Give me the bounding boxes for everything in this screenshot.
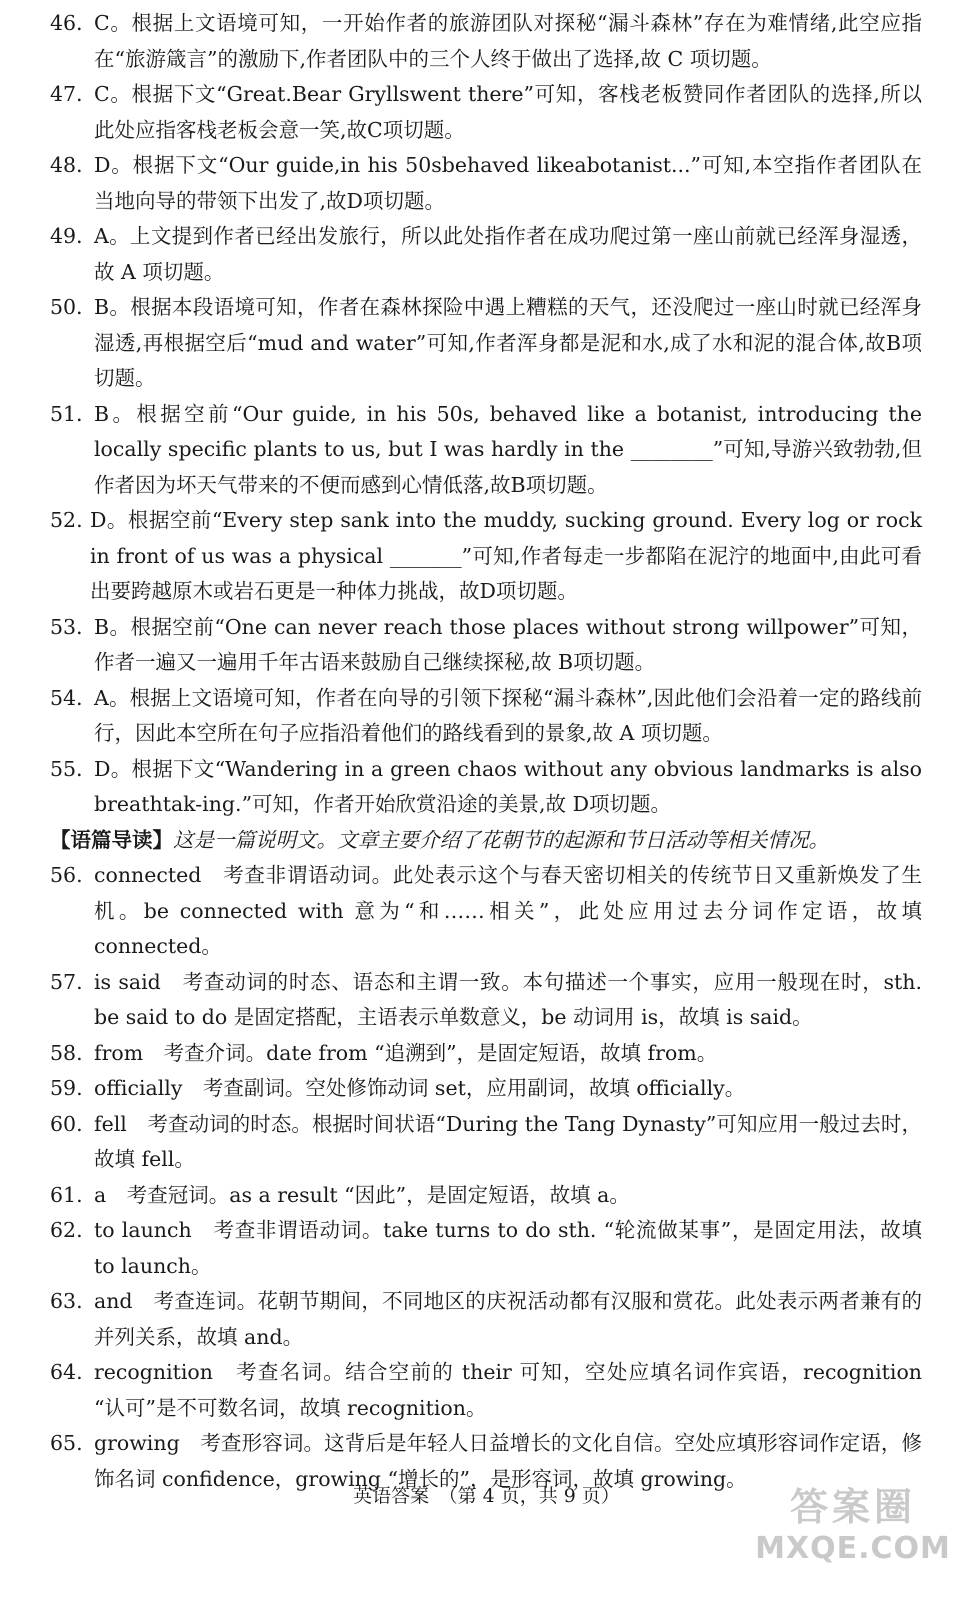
item-text: recognition 考查名词。结合空前的 their 可知，空处应填名词作宾语，recognition “认可”是不可数名词，故填 recognition。 [94, 1360, 922, 1420]
answer-item-48 [50, 148, 922, 219]
item-text: A。根据上文语境可知，作者在向导的引领下探秘“漏斗森林”,因此他们会沿着一定的路线前行，因此本空所在句子应指沿着他们的路线看到的景象,故 A 项切题。 [94, 685, 922, 745]
item-text: B。根据空前“Our guide, in his 50s, behaved like a botanist, introducing the locally specific plants to us, but I was hardly in the ________”可知,导游兴致勃勃,但作者因为坏天气带来的不便而感到心情低落,故B项切题。 [94, 401, 922, 497]
item-text: A。上文提到作者已经出发旅行，所以此处指作者在成功爬过第一座山前就已经浑身湿透，故 A 项切题。 [94, 224, 922, 284]
item-text: D。根据下文“Our guide,in his 50sbehaved likeabotanist...”可知,本空指作者团队在当地向导的带领下出发了,故D项切题。 [94, 153, 922, 213]
answer-item-47 [50, 77, 922, 148]
answer-item-49 [50, 219, 922, 290]
answer-item-56 [50, 858, 922, 965]
item-text: D。根据空前“Every step sank into the muddy, sucking ground. Every log or rock in front of us was a physical _______”可知,作者每走一步都陷在泥泞的地面中,由此可看出要跨越原木或岩石更是一种体力挑战，故D项切题。 [90, 508, 922, 603]
item-text: D。根据下文“Wandering in a green chaos without any obvious landmarks is also breathtak-ing.”可知，作者开始欣赏沿途的美景,故 D项切题。 [94, 756, 922, 816]
answer-item-60 [50, 1107, 922, 1178]
item-text: is said 考查动词的时态、语态和主谓一致。本句描述一个事实，应用一般现在时，sth. be said to do 是固定搭配，主语表示单数意义，be 动词用 is，故填 is said。 [94, 969, 922, 1029]
item-number: 50． [50, 295, 97, 319]
item-number: 64. [50, 1360, 83, 1384]
item-number: 46． [50, 11, 97, 35]
site-watermark [753, 1482, 953, 1582]
item-number: 58. [50, 1040, 83, 1065]
answer-item-64 [50, 1355, 922, 1426]
item-number: 63. [50, 1289, 83, 1313]
item-text: C。根据上文语境可知，一开始作者的旅游团队对探秘“漏斗森林”存在为难情绪,此空应指在“旅游箴言”的激励下,作者团队中的三个人终于做出了选择,故 C 项切题。 [94, 11, 922, 71]
item-number: 62. [50, 1218, 83, 1242]
item-number: 54． [50, 685, 97, 710]
item-number: 60. [50, 1111, 83, 1136]
item-number: 61. [50, 1182, 83, 1207]
item-number: 57. [50, 969, 83, 994]
passage-guide-text: 这是一篇说明文。文章主要介绍了花朝节的起源和节日活动等相关情况。 [173, 827, 829, 852]
item-text: from 考查介词。date from “追溯到”，是固定短语，故填 from。 [94, 1040, 718, 1065]
passage-guide [50, 823, 922, 859]
passage-guide-label: 【语篇导读】 [50, 827, 173, 852]
item-number: 47． [50, 82, 97, 106]
item-text: B。根据空前“One can never reach those places without strong willpower”可知，作者一遍又一遍用千年古语来鼓励自己继续探秘,故 B项切题。 [94, 614, 922, 674]
item-text: officially 考查副词。空处修饰动词 set，应用副词，故填 officially。 [94, 1076, 746, 1100]
item-text: a 考查冠词。as a result “因此”，是固定短语，故填 a。 [94, 1182, 630, 1207]
answer-item-51 [50, 397, 922, 504]
item-number: 51． [50, 401, 97, 426]
answer-item-57 [50, 965, 922, 1036]
answer-content [50, 6, 922, 1497]
page-footer: 英语答案 （第 4 页，共 9 页） [353, 1485, 620, 1507]
answer-item-53 [50, 610, 922, 681]
item-text: C。根据下文“Great.Bear Gryllswent there”可知，客栈老板赞同作者团队的选择,所以此处应指客栈老板会意一笑,故C项切题。 [94, 82, 922, 142]
item-number: 55． [50, 756, 97, 781]
item-number: 53． [50, 614, 97, 639]
item-number: 56. [50, 863, 83, 887]
item-number: 59. [50, 1076, 83, 1100]
item-text: growing 考查形容词。这背后是年轻人日益增长的文化自信。空处应填形容词作定语，修饰名词 confidence，growing “增长的”，是形容词，故填 growing。 [94, 1431, 922, 1491]
watermark-cn: 答案圈 [789, 1485, 916, 1529]
item-number: 48． [50, 153, 97, 177]
item-text: connected 考查非谓语动词。此处表示这个与春天密切相关的传统节日又重新焕发了生机。be connected with 意为“和……相关”，此处应用过去分词作定语，故填 connected。 [94, 863, 922, 958]
item-number: 49． [50, 224, 97, 248]
item-text: fell 考查动词的时态。根据时间状语“During the Tang Dynasty”可知应用一般过去时，故填 fell。 [94, 1111, 922, 1171]
item-text: to launch 考查非谓语动词。take turns to do sth. “轮流做某事”，是固定用法，故填 to launch。 [94, 1218, 922, 1278]
answer-item-50 [50, 290, 922, 397]
item-number: 65. [50, 1431, 83, 1455]
answer-item-52 [50, 503, 922, 610]
answer-item-63 [50, 1284, 922, 1355]
answer-item-54 [50, 681, 922, 752]
item-number: 52. [50, 508, 83, 532]
answer-item-46 [50, 6, 922, 77]
answer-item-62 [50, 1213, 922, 1284]
answer-item-55 [50, 752, 922, 823]
item-text: B。根据本段语境可知，作者在森林探险中遇上糟糕的天气，还没爬过一座山时就已经浑身湿透,再根据空后“mud and water”可知,作者浑身都是泥和水,成了水和泥的混合体,故B项切题。 [94, 295, 922, 390]
watermark-en: MXQE.COM [755, 1531, 951, 1566]
answer-item-61 [50, 1178, 922, 1214]
answer-item-59 [50, 1071, 922, 1107]
item-text: and 考查连词。花朝节期间，不同地区的庆祝活动都有汉服和赏花。此处表示两者兼有的并列关系，故填 and。 [94, 1289, 922, 1349]
answer-item-58 [50, 1036, 922, 1072]
